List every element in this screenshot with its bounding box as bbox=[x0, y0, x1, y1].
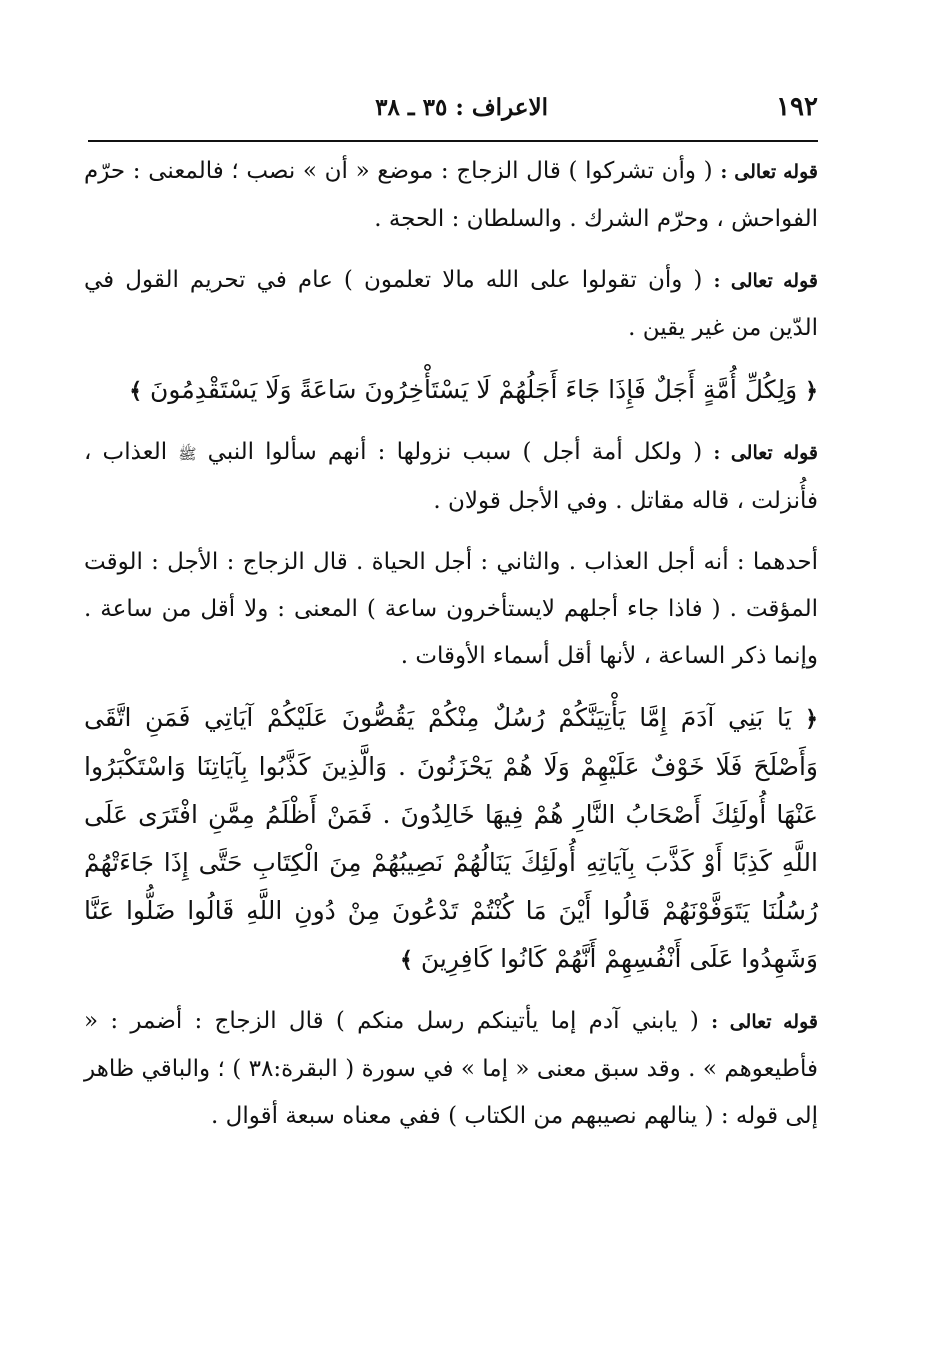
paragraph-text: ( وأن تقولوا على الله مالا تعلمون ) عام في تحريم القول في الدّين من غير يقين . bbox=[84, 267, 818, 341]
verse-open-bracket: ﴿ bbox=[805, 378, 818, 404]
commentary-paragraph bbox=[84, 998, 818, 1140]
commentary-paragraph bbox=[84, 148, 818, 243]
running-title: الاعراف : ٣٥ ـ ٣٨ bbox=[375, 94, 548, 121]
verse-text: يَا بَنِي آدَمَ إِمَّا يَأْتِيَنَّكُمْ رُسُلٌ مِنْكُمْ يَقُصُّونَ عَلَيْكُمْ آيَاتِي فَمَنِ اتَّقَى وَأَصْلَحَ فَلَا خَوْفٌ عَلَيْهِمْ وَلَا هُمْ يَحْزَنُونَ . وَالَّذِينَ كَذَّبُوا بِآيَاتِنَا وَاسْتَكْبَرُوا عَنْهَا أُولَئِكَ أَصْحَابُ النَّارِ هُمْ فِيهَا خَالِدُونَ . فَمَنْ أَظْلَمُ مِمَّنِ افْتَرَى عَلَى اللَّهِ كَذِبًا أَوْ كَذَّبَ بِآيَاتِهِ أُولَئِكَ يَنَالُهُمْ نَصِيبُهُمْ مِنَ الْكِتَابِ حَتَّى إِذَا جَاءَتْهُمْ رُسُلُنَا يَتَوَفَّوْنَهُمْ قَالُوا أَيْنَ مَا كُنْتُمْ تَدْعُونَ مِنْ دُونِ اللَّهِ قَالُوا ضَلُّوا عَنَّا وَشَهِدُوا عَلَى أَنْفُسِهِمْ أَنَّهُمْ كَانُوا كَافِرِينَ bbox=[84, 703, 818, 973]
paragraph-lead: قوله تعالى : bbox=[711, 1011, 818, 1033]
page-number: ١٩٢ bbox=[776, 92, 818, 122]
paragraph-text: ( يابني آدم إما يأتينكم رسل منكم ) قال الزجاج : أضمر : « فأطيعوهم » . وقد سبق معنى « إما » في سورة ( البقرة:٣٨ ) ؛ والباقي ظاهر إلى قوله : ( ينالهم نصيبهم من الكتاب ) ففي معناه سبعة أقوال . bbox=[84, 1008, 818, 1129]
quran-verse bbox=[84, 366, 818, 415]
paragraph-text-continued: العذاب ، فأُنزلت ، قاله مقاتل . وفي الأجل قولان . bbox=[84, 439, 818, 514]
paragraph-text: ( ولكل أمة أجل ) سبب نزولها : أنهم سألوا النبي bbox=[207, 439, 703, 465]
body-text bbox=[84, 148, 818, 1154]
paragraph-lead: قوله تعالى : bbox=[720, 161, 818, 183]
paragraph-lead: قوله تعالى : bbox=[713, 442, 819, 464]
verse-close-bracket: ﴾ bbox=[129, 378, 143, 404]
paragraph-lead: قوله تعالى : bbox=[713, 270, 818, 292]
verse-open-bracket: ﴿ bbox=[805, 706, 818, 732]
header-rule bbox=[88, 140, 818, 142]
paragraph-text: ( وأن تشركوا ) قال الزجاج : موضع « أن » نصب ؛ فالمعنى : حرّم الفواحش ، وحرّم الشرك . والسلطان : الحجة . bbox=[84, 158, 818, 232]
salla-glyph: ﷺ bbox=[178, 445, 197, 463]
commentary-paragraph bbox=[84, 257, 818, 352]
verse-text: وَلِكُلِّ أُمَّةٍ أَجَلٌ فَإِذَا جَاءَ أَجَلُهُمْ لَا يَسْتَأْخِرُونَ سَاعَةً وَلَا يَسْتَقْدِمُونَ bbox=[150, 375, 798, 404]
commentary-paragraph bbox=[84, 539, 818, 680]
page-header bbox=[88, 88, 818, 128]
paragraph-text: أحدهما : أنه أجل العذاب . والثاني : أجل الحياة . قال الزجاج : الأجل : الوقت المؤقت . ( فاذا جاء أجلهم لايستأخرون ساعة ) المعنى : ولا أقل من ساعة . وإنما ذكر الساعة ، لأنها أقل أسماء الأوقات . bbox=[84, 549, 818, 669]
commentary-paragraph bbox=[84, 429, 818, 525]
quran-verse bbox=[84, 694, 818, 984]
verse-close-bracket: ﴾ bbox=[400, 947, 413, 973]
